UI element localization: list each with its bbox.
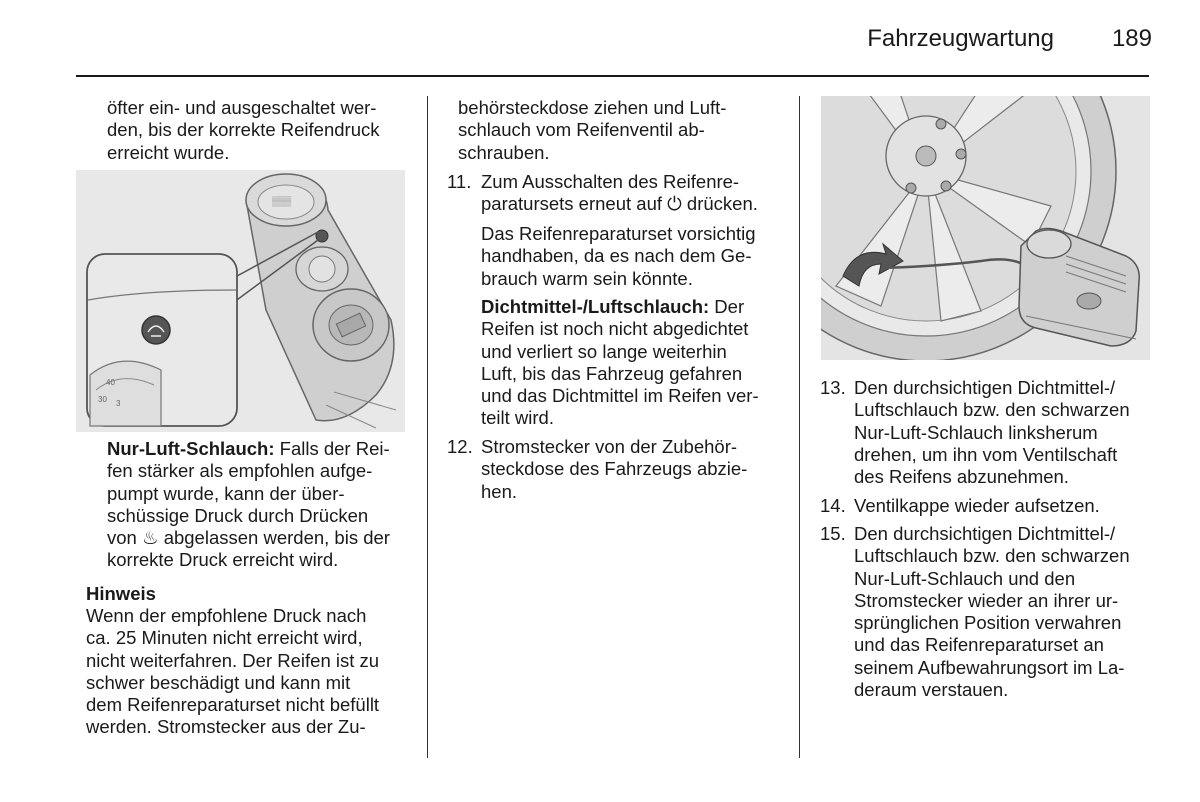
text-line: pumpt wurde, kann der über- <box>107 482 345 504</box>
text-line: schüssige Druck durch Drücken <box>107 504 369 526</box>
text-line: Nur-Luft-Schlauch linksherum <box>854 421 1098 443</box>
text-line: öfter ein- und ausgeschaltet wer- <box>107 97 377 118</box>
text-line: Reifen ist noch nicht abgedichtet <box>481 318 749 340</box>
nurluft-label: Nur-Luft-Schlauch: <box>107 438 275 459</box>
text-line: und das Reifenreparaturset an <box>854 634 1104 656</box>
text-line: ca. 25 Minuten nicht erreicht wird, <box>86 627 363 649</box>
text-line: teilt wird. <box>481 407 554 429</box>
list-item-15 <box>820 523 1160 703</box>
list-number: 14. <box>820 495 846 516</box>
text-line: handhaben, da es nach dem Ge- <box>481 245 752 267</box>
text-line: deraum verstauen. <box>854 679 1009 701</box>
list-item-13 <box>820 377 1160 492</box>
text-line: den, bis der korrekte Reifendruck <box>107 119 380 141</box>
text-line: schlauch vom Reifenventil ab- <box>458 119 705 141</box>
list-number: 15. <box>820 523 846 544</box>
text-line: Luftschlauch bzw. den schwarzen <box>854 545 1130 567</box>
text-line: Wenn der empfohlene Druck nach <box>86 605 367 626</box>
list-item-12 <box>447 436 787 506</box>
text-line: schrauben. <box>458 141 550 163</box>
text-line: hen. <box>481 480 518 502</box>
text-line: und verliert so lange weiterhin <box>481 340 727 362</box>
text-line: werden. Stromstecker aus der Zu- <box>86 716 366 738</box>
svg-text:▒▒▒: ▒▒▒ <box>272 196 292 206</box>
text-line: korrekte Druck erreicht wird. <box>107 549 339 571</box>
text-line: Den durchsichtigen Dichtmittel-/ <box>854 377 1116 398</box>
text-line: dem Reifenreparaturset nicht befüllt <box>86 694 380 716</box>
text-line: Falls der Rei- <box>274 438 390 459</box>
dichtmittel-label: Dichtmittel-/Luftschlauch: <box>481 296 710 317</box>
text-line: nicht weiterfahren. Der Reifen ist zu <box>86 649 380 671</box>
page-number: 189 <box>1111 25 1152 52</box>
col2-handling-note <box>481 223 756 290</box>
list-number: 12. <box>447 436 473 457</box>
list-item-14 <box>820 495 1160 519</box>
text-line: des Reifens abzunehmen. <box>854 466 1069 488</box>
tire-valve-drawing <box>821 96 1150 360</box>
text-line: paratursets erneut auf ⏻ drücken. <box>481 193 758 215</box>
col1-nurluft <box>107 438 390 572</box>
list-number: 13. <box>820 377 846 398</box>
text-line: steckdose des Fahrzeugs abzie- <box>481 458 748 480</box>
dial-label: 30 <box>98 395 107 404</box>
column-divider-2 <box>799 96 800 758</box>
text-line: Den durchsichtigen Dichtmittel-/ <box>854 523 1116 544</box>
text-line: von ♨ abgelassen werden, bis der <box>107 527 390 549</box>
page-header-title: Fahrzeugwartung <box>867 25 1054 52</box>
hinweis-title: Hinweis <box>86 583 156 604</box>
column-divider-1 <box>427 96 428 758</box>
text-line: Luft, bis das Fahrzeug gefahren <box>481 362 743 384</box>
text-line: Stromstecker von der Zubehör- <box>481 436 738 457</box>
col1-intro <box>107 97 380 164</box>
text-line: Der <box>709 296 745 317</box>
text-line: Zum Ausschalten des Reifenre- <box>481 171 740 192</box>
text-line: behörsteckdose ziehen und Luft- <box>458 97 727 118</box>
text-line: erreicht wurde. <box>107 141 230 163</box>
text-line: Nur-Luft-Schlauch und den <box>854 567 1076 589</box>
col2-dichtmittel <box>481 296 759 430</box>
text-line: Ventilkappe wieder aufsetzen. <box>854 495 1100 516</box>
list-number: 11. <box>447 171 472 192</box>
text-line: sprünglichen Position verwahren <box>854 612 1122 634</box>
header-rule <box>76 75 1149 77</box>
text-line: Stromstecker wieder an ihrer ur- <box>854 589 1119 611</box>
tire-valve-illustration <box>821 96 1150 360</box>
dial-label: 40 <box>106 378 115 387</box>
text-line: fen stärker als empfohlen aufge- <box>107 460 373 482</box>
text-line: brauch warm sein könnte. <box>481 267 693 289</box>
text-line: und das Dichtmittel im Reifen ver- <box>481 385 759 407</box>
compressor-illustration <box>76 170 405 432</box>
col2-continuation <box>458 97 726 164</box>
dial-label: 3 <box>116 399 121 408</box>
text-line: Das Reifenreparaturset vorsichtig <box>481 223 756 244</box>
text-line: drehen, um ihn vom Ventilschaft <box>854 443 1118 465</box>
text-line: schwer beschädigt und kann mit <box>86 671 351 693</box>
compressor-drawing <box>76 170 405 432</box>
text-line: Luftschlauch bzw. den schwarzen <box>854 399 1130 421</box>
text-line: seinem Aufbewahrungsort im La- <box>854 656 1125 678</box>
hinweis-text <box>86 605 379 739</box>
